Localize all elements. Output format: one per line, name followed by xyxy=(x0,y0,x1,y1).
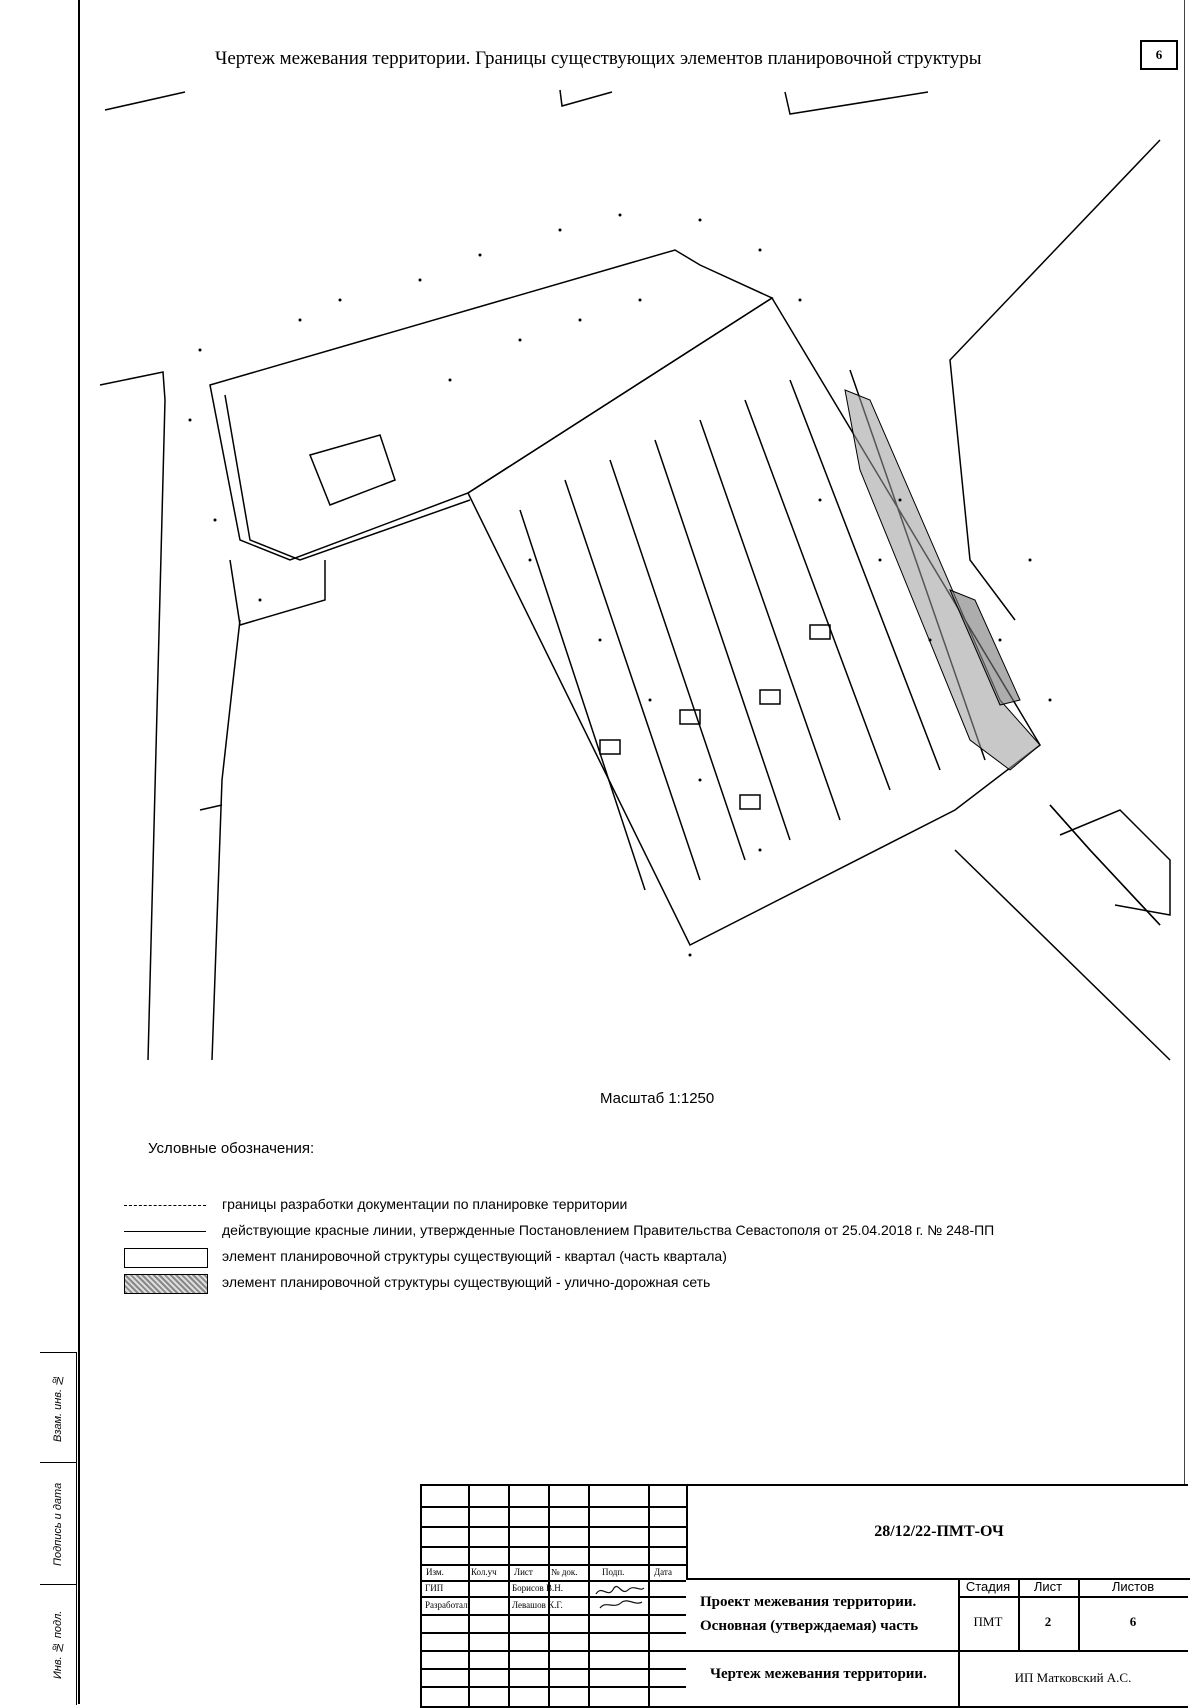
road-network-hatched xyxy=(845,390,1040,770)
legend-title: Условные обозначения: xyxy=(148,1140,315,1157)
organization-name: ИП Матковский А.С. xyxy=(1014,1670,1132,1685)
stage-value: ПМТ xyxy=(973,1614,1003,1629)
signature-image xyxy=(592,1580,648,1614)
side-label-replace-inv: Взам. инв. № xyxy=(52,1373,64,1443)
street-line-right-box xyxy=(1050,805,1160,925)
header-change: Изм. xyxy=(426,1567,444,1577)
document-code: 28/12/22-ПМТ-ОЧ xyxy=(686,1486,1190,1580)
header-sheet: Лист xyxy=(514,1567,533,1577)
street-box-right xyxy=(1060,810,1170,915)
name-chief-engineer: Борисов В.Н. xyxy=(512,1583,563,1593)
legend-text: границы разработки документации по планировке территории xyxy=(222,1196,628,1212)
street-line-left-step xyxy=(200,805,222,810)
project-title-line2: Основная (утверждаемая) часть xyxy=(700,1618,919,1634)
parcel-inner-line-2 xyxy=(230,560,325,625)
stage-label: Стадия xyxy=(965,1579,1011,1594)
project-title xyxy=(700,1590,918,1638)
header-signature: Подп. xyxy=(602,1567,625,1577)
parcel-boundary-west xyxy=(210,250,772,560)
side-label-signature-date: Подпись и дата xyxy=(52,1482,64,1566)
drawing-title: Чертеж межевания территории. Границы существующих элементов планировочной структуры xyxy=(215,48,982,69)
legend-text: элемент планировочной структуры существующий - улично-дорожная сеть xyxy=(222,1274,711,1290)
project-title-line1: Проект межевания территории. xyxy=(700,1594,917,1610)
dashed-line-symbol xyxy=(124,1205,206,1206)
parcel-inner-line xyxy=(225,395,470,560)
street-line-left-inner xyxy=(212,620,240,1060)
street-line-top-mid xyxy=(560,90,612,106)
legend-text: действующие красные линии, утвержденные Постановлением Правительства Севастополя от 25.04.2018 г. № 248-ПП xyxy=(222,1222,995,1238)
name-developer: Левашов К.Г. xyxy=(512,1600,563,1610)
side-cell-top xyxy=(40,1352,77,1463)
street-line-top-left xyxy=(105,92,185,110)
side-cell-bottom xyxy=(40,1584,77,1705)
side-label-original-inv: Инв. № подл. xyxy=(52,1610,64,1680)
sheet-number-box: 6 xyxy=(1140,40,1178,70)
drawing-name: Чертеж межевания территории. xyxy=(710,1666,927,1682)
header-doc-no: № док. xyxy=(551,1567,578,1577)
side-stamp xyxy=(40,1352,78,1704)
building-footprint xyxy=(310,435,395,505)
sheet-value: 2 xyxy=(1044,1614,1052,1629)
sheets-label: Листов xyxy=(1111,1579,1155,1594)
legend-text: элемент планировочной структуры существующий - квартал (часть квартала) xyxy=(222,1248,727,1264)
street-line-right-bottom xyxy=(955,850,1170,1060)
street-line-right-diag xyxy=(950,140,1160,620)
sheets-value: 6 xyxy=(1129,1614,1137,1629)
title-block xyxy=(420,1484,1188,1708)
street-line-top-right xyxy=(785,92,928,114)
empty-box-symbol xyxy=(124,1248,208,1268)
sheet-label: Лист xyxy=(1033,1579,1063,1594)
solid-line-symbol xyxy=(124,1231,206,1232)
header-count: Кол.уч xyxy=(471,1567,497,1577)
street-line-left-outer xyxy=(100,372,165,1060)
side-cell-middle xyxy=(40,1462,77,1585)
scale-label: Масштаб 1:1250 xyxy=(600,1090,715,1107)
role-developer: Разработал xyxy=(425,1600,468,1610)
role-chief-engineer: ГИП xyxy=(425,1583,444,1593)
header-date: Дата xyxy=(654,1567,672,1577)
title-block-left-grid xyxy=(422,1486,686,1706)
hatched-box-symbol xyxy=(124,1274,208,1294)
